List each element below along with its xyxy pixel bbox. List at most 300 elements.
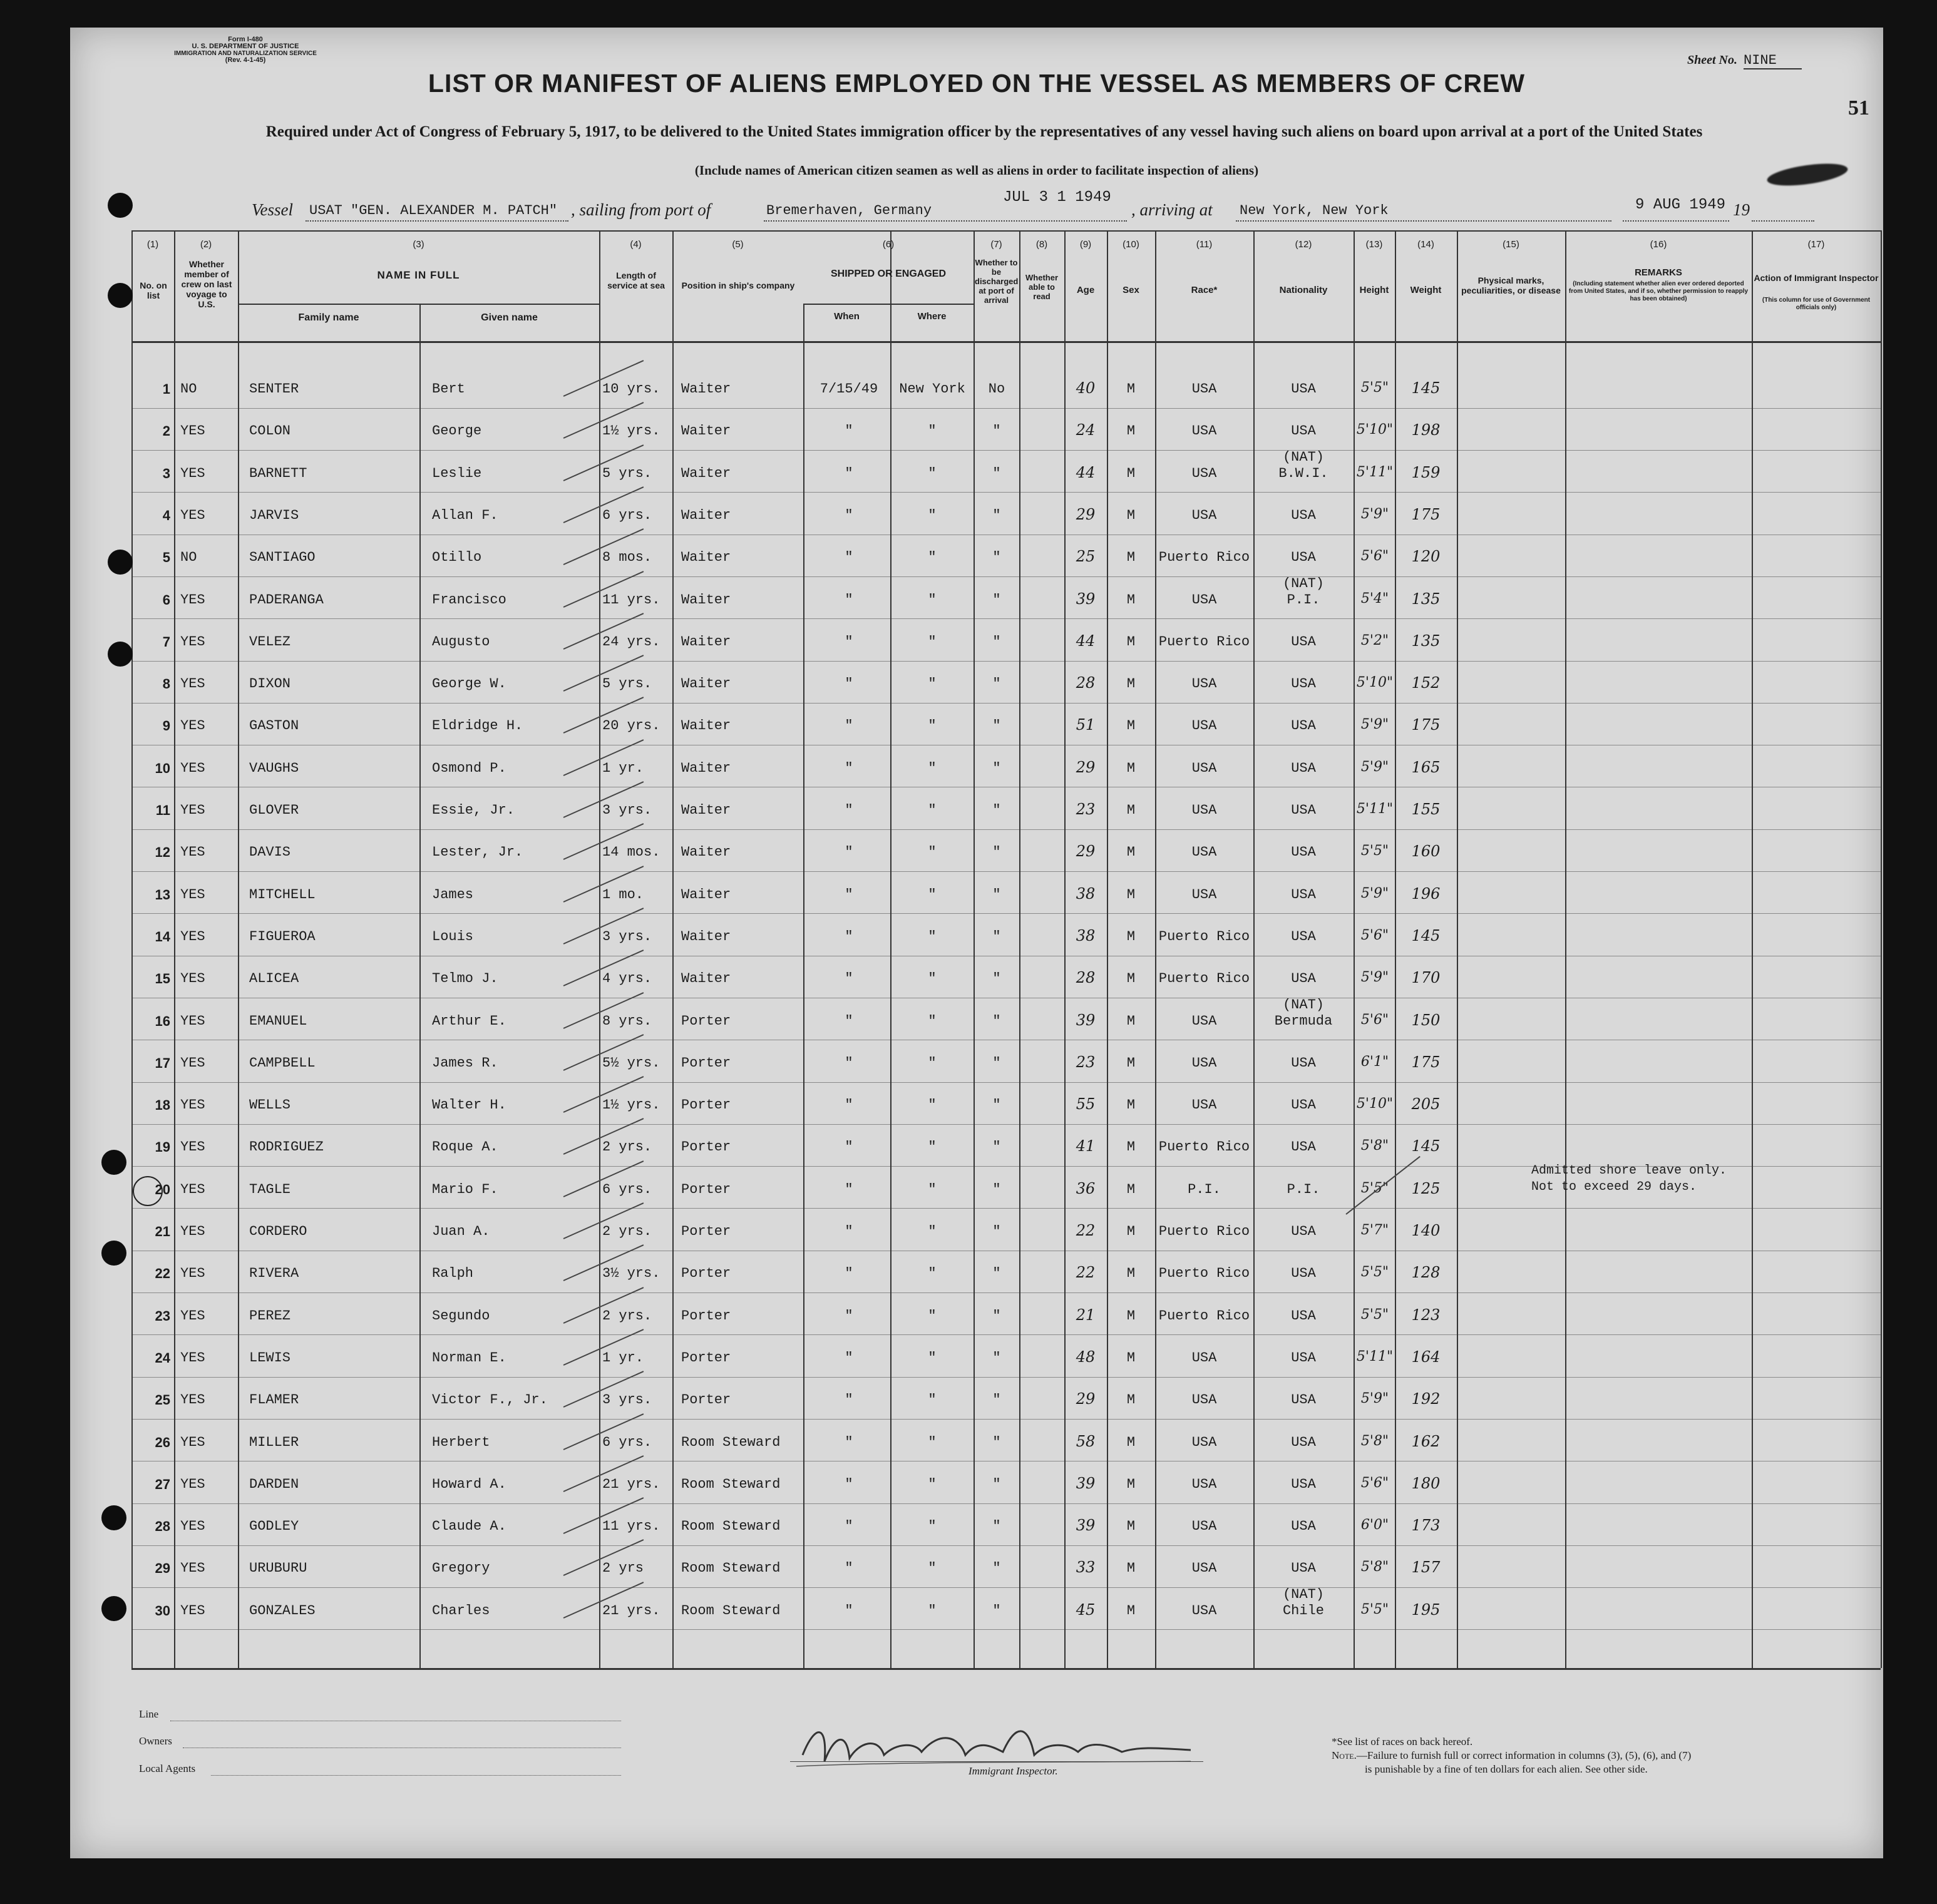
arriving-port: New York, New York (1240, 203, 1389, 218)
punch-hole (108, 550, 133, 575)
service-length: 1½ yrs. (602, 1097, 660, 1113)
service-length: 5½ yrs. (602, 1055, 660, 1071)
shipped-when: " (845, 465, 853, 481)
family-name: DIXON (249, 676, 291, 692)
weight-value: 145 (1411, 379, 1441, 397)
last-voyage-value: YES (180, 718, 205, 734)
shipped-where: " (928, 1602, 937, 1619)
ship-position: Room Steward (681, 1518, 781, 1535)
manifest-sheet (70, 28, 1883, 1858)
discharge-value: " (992, 971, 1001, 987)
shipped-when: " (845, 1013, 853, 1029)
sheet-number (1687, 53, 1802, 68)
race-value: USA (1191, 1055, 1217, 1071)
shipped-when: " (845, 1224, 853, 1239)
family-name: DARDEN (249, 1476, 299, 1492)
race-value: P.I. (1188, 1181, 1221, 1197)
family-name: GASTON (249, 718, 299, 734)
column-header-c2: Whether member of crew on last voyage to U.S. (181, 259, 232, 309)
column-header-c14: Weight (1410, 285, 1442, 295)
discharge-value: " (992, 1181, 1001, 1197)
service-length: 3 yrs. (602, 1392, 652, 1408)
service-length: 2 yrs (602, 1560, 644, 1577)
last-voyage-value: YES (180, 507, 205, 523)
service-length: 20 yrs. (602, 718, 660, 734)
last-voyage-value: YES (180, 1266, 205, 1282)
ship-position: Porter (681, 1181, 731, 1197)
shipped-when: " (845, 1097, 853, 1113)
age-value: 22 (1076, 1222, 1096, 1239)
column-header-c6: SHIPPED OR ENGAGED (830, 269, 947, 279)
race-value: USA (1191, 760, 1217, 776)
ship-position: Room Steward (681, 1602, 781, 1619)
service-length: 1½ yrs. (602, 423, 660, 439)
service-length: 10 yrs. (602, 381, 660, 397)
nationality-value: B.W.I. (1278, 465, 1328, 481)
given-name: Herbert (432, 1434, 490, 1450)
column-number: (9) (1079, 239, 1092, 250)
discharge-value: " (992, 1602, 1001, 1619)
ship-position: Waiter (681, 465, 731, 481)
shipped-when: " (845, 1476, 853, 1492)
last-voyage-value: YES (180, 1055, 205, 1071)
shipped-when: " (845, 591, 853, 608)
age-value: 45 (1076, 1600, 1096, 1619)
page-number: 51 (1848, 96, 1869, 120)
weight-value: 145 (1411, 926, 1441, 944)
nationality-note: (NAT) (1282, 1586, 1324, 1602)
height-value: 5'6" (1360, 1475, 1389, 1491)
sex-value: M (1126, 1476, 1136, 1492)
race-value: USA (1191, 886, 1217, 903)
discharge-value: " (992, 1055, 1001, 1071)
age-value: 38 (1076, 926, 1096, 944)
row-number: 18 (155, 1097, 170, 1113)
shipped-where: New York (899, 381, 965, 397)
shipped-where: " (928, 1392, 937, 1408)
shipped-where: " (928, 1560, 937, 1577)
row-number: 28 (155, 1518, 170, 1535)
height-value: 5'5" (1360, 843, 1389, 859)
weight-value: 135 (1411, 590, 1441, 608)
discharge-value: " (992, 802, 1001, 818)
weight-value: 135 (1411, 632, 1441, 650)
shipped-when: 7/15/49 (820, 381, 878, 397)
given-name: Allan F. (432, 507, 498, 523)
weight-value: 150 (1411, 1011, 1441, 1029)
page-title: LIST OR MANIFEST OF ALIENS EMPLOYED ON THE VESSEL AS MEMBERS OF CREW (428, 69, 1526, 98)
sex-value: M (1126, 718, 1136, 734)
ship-position: Porter (681, 1013, 731, 1029)
given-name: Claude A. (432, 1518, 506, 1535)
column-number: (4) (630, 239, 642, 250)
discharge-value: " (992, 1224, 1001, 1239)
race-value: Puerto Rico (1158, 971, 1250, 987)
shipped-where: " (928, 465, 937, 481)
given-name: Roque A. (432, 1139, 498, 1155)
height-value: 5'11" (1356, 801, 1394, 817)
nationality-value: USA (1291, 1224, 1316, 1239)
given-name: Eldridge H. (432, 718, 523, 734)
given-name: Francisco (432, 591, 506, 608)
shipped-where: " (928, 1518, 937, 1535)
shipped-when: " (845, 1139, 853, 1155)
age-value: 28 (1076, 674, 1096, 692)
column-number: (15) (1503, 239, 1519, 250)
last-voyage-value: YES (180, 1139, 205, 1155)
service-length: 21 yrs. (602, 1476, 660, 1492)
shipped-where: " (928, 550, 937, 566)
column-header-c16: REMARKS (1635, 267, 1682, 278)
service-length: 11 yrs. (602, 591, 660, 608)
service-name: IMMIGRATION AND NATURALIZATION SERVICE (174, 50, 317, 57)
last-voyage-value: YES (180, 760, 205, 776)
arriving-label: , arriving at (1131, 200, 1213, 219)
punch-hole (101, 1241, 126, 1266)
given-name: Telmo J. (432, 971, 498, 987)
service-length: 8 yrs. (602, 1013, 652, 1029)
row-number: 27 (155, 1476, 170, 1492)
race-value: USA (1191, 844, 1217, 861)
last-voyage-value: YES (180, 1392, 205, 1408)
shipped-where: " (928, 676, 937, 692)
sex-value: M (1126, 1349, 1136, 1366)
row-number: 30 (155, 1602, 170, 1619)
height-value: 5'5" (1360, 1264, 1389, 1281)
given-name: George W. (432, 676, 506, 692)
family-name: EMANUEL (249, 1013, 307, 1029)
age-value: 39 (1076, 1517, 1096, 1535)
ship-position: Waiter (681, 633, 731, 650)
discharge-value: " (992, 633, 1001, 650)
ship-position: Room Steward (681, 1434, 781, 1450)
given-name: Lester, Jr. (432, 844, 523, 861)
weight-value: 173 (1411, 1517, 1441, 1535)
shipped-where: " (928, 844, 937, 861)
age-value: 25 (1076, 548, 1096, 566)
row-number: 24 (155, 1349, 170, 1366)
sailing-date-stamp: JUL 3 1 1949 (1003, 189, 1111, 206)
sailing-port: Bremerhaven, Germany (766, 203, 932, 218)
height-value: 5'9" (1360, 506, 1389, 522)
family-name: DAVIS (249, 844, 291, 861)
height-value: 5'9" (1360, 1391, 1389, 1407)
sex-value: M (1126, 676, 1136, 692)
shipped-when: " (845, 1308, 853, 1324)
ship-position: Waiter (681, 381, 731, 397)
column-number: (2) (200, 239, 212, 250)
column-header-c3b: Given name (481, 312, 538, 323)
nationality-value: USA (1291, 1560, 1316, 1577)
weight-value: 155 (1411, 801, 1441, 818)
race-value: USA (1191, 465, 1217, 481)
column-number: (6) (882, 239, 895, 250)
row-circle-mark (133, 1176, 163, 1206)
shipped-where: " (928, 1139, 937, 1155)
family-name: BARNETT (249, 465, 307, 481)
height-value: 5'7" (1360, 1222, 1389, 1238)
age-value: 51 (1076, 716, 1096, 734)
race-value: USA (1191, 1476, 1217, 1492)
service-length: 21 yrs. (602, 1602, 660, 1619)
shipped-where: " (928, 1308, 937, 1324)
row-number: 26 (155, 1434, 170, 1450)
column-header-c6a: When (834, 311, 860, 322)
given-name: George (432, 423, 482, 439)
last-voyage-value: YES (180, 591, 205, 608)
age-value: 38 (1076, 884, 1096, 903)
last-voyage-value: YES (180, 1013, 205, 1029)
row-number: 21 (155, 1224, 170, 1239)
shipped-when: " (845, 886, 853, 903)
column-header-c3a: Family name (298, 312, 359, 323)
age-value: 39 (1076, 1474, 1096, 1492)
family-name: SENTER (249, 381, 299, 397)
family-name: LEWIS (249, 1349, 291, 1366)
column-number: (17) (1807, 239, 1825, 250)
shipped-when: " (845, 1602, 853, 1619)
column-number: (12) (1295, 239, 1312, 250)
height-value: 5'9" (1360, 885, 1389, 901)
discharge-value: " (992, 1349, 1001, 1366)
nationality-value: USA (1291, 381, 1316, 397)
column-header-c13: Height (1359, 285, 1389, 295)
service-length: 3½ yrs. (602, 1266, 660, 1282)
nationality-value: USA (1291, 1392, 1316, 1408)
family-name: GLOVER (249, 802, 299, 818)
race-value: USA (1191, 1434, 1217, 1450)
age-value: 44 (1076, 632, 1096, 650)
weight-value: 175 (1411, 1053, 1441, 1071)
shipped-when: " (845, 423, 853, 439)
column-header-c3: NAME IN FULL (377, 269, 460, 281)
punch-hole (108, 642, 133, 667)
service-length: 1 yr. (602, 760, 644, 776)
nationality-value: USA (1291, 1476, 1316, 1492)
row-number: 23 (155, 1308, 170, 1324)
service-length: 6 yrs. (602, 1434, 652, 1450)
weight-value: 170 (1411, 969, 1441, 987)
height-value: 5'9" (1360, 717, 1389, 733)
discharge-value: " (992, 1518, 1001, 1535)
height-value: 5'4" (1360, 590, 1389, 607)
height-value: 5'6" (1360, 548, 1389, 565)
nationality-value: USA (1291, 676, 1316, 692)
discharge-value: " (992, 1139, 1001, 1155)
nationality-value: P.I. (1287, 1181, 1320, 1197)
shipped-when: " (845, 718, 853, 734)
note-label: Note. (1332, 1749, 1357, 1761)
discharge-value: " (992, 886, 1001, 903)
ship-position: Waiter (681, 423, 731, 439)
race-value: USA (1191, 802, 1217, 818)
weight-value: 196 (1411, 884, 1441, 903)
race-value: Puerto Rico (1158, 1224, 1250, 1239)
shipped-when: " (845, 1560, 853, 1577)
sex-value: M (1126, 1518, 1136, 1535)
ship-position: Porter (681, 1224, 731, 1239)
service-length: 1 mo. (602, 886, 644, 903)
service-length: 3 yrs. (602, 802, 652, 818)
ship-position: Waiter (681, 971, 731, 987)
last-voyage-value: YES (180, 1560, 205, 1577)
nationality-value: USA (1291, 928, 1316, 944)
sheet-value: NINE (1744, 53, 1802, 69)
form-identifier (126, 36, 364, 64)
height-value: 5'8" (1360, 1559, 1389, 1575)
ship-position: Porter (681, 1097, 731, 1113)
sex-value: M (1126, 550, 1136, 566)
sex-value: M (1126, 760, 1136, 776)
height-value: 5'9" (1360, 970, 1389, 986)
row-number: 3 (162, 465, 170, 481)
penalty-note-2: is punishable by a fine of ten dollars for each alien. See other side. (1365, 1763, 1648, 1775)
nationality-value: P.I. (1287, 591, 1320, 608)
ship-position: Waiter (681, 550, 731, 566)
column-number: (10) (1123, 239, 1139, 250)
height-value: 6'0" (1360, 1517, 1389, 1533)
service-length: 6 yrs. (602, 507, 652, 523)
ship-position: Porter (681, 1139, 731, 1155)
family-name: URUBURU (249, 1560, 307, 1577)
sex-value: M (1126, 507, 1136, 523)
service-length: 4 yrs. (602, 971, 652, 987)
age-value: 33 (1076, 1559, 1096, 1577)
given-name: Gregory (432, 1560, 490, 1577)
weight-value: 164 (1411, 1348, 1441, 1366)
shipped-when: " (845, 1055, 853, 1071)
shipped-where: " (928, 423, 937, 439)
note-text-1: —Failure to furnish full or correct information in columns (3), (5), (6), and (7) (1356, 1749, 1692, 1761)
shipped-when: " (845, 507, 853, 523)
given-name: James (432, 886, 474, 903)
column-number: (16) (1650, 239, 1667, 250)
last-voyage-value: NO (180, 550, 197, 566)
sex-value: M (1126, 465, 1136, 481)
shipped-when: " (845, 1518, 853, 1535)
punch-hole (108, 283, 133, 308)
nationality-value: USA (1291, 1518, 1316, 1535)
sex-value: M (1126, 381, 1136, 397)
race-value: USA (1191, 381, 1217, 397)
race-value: USA (1191, 1392, 1217, 1408)
service-length: 2 yrs. (602, 1308, 652, 1324)
row-number: 19 (155, 1139, 170, 1155)
page-subtitle: Required under Act of Congress of February 5, 1917, to be delivered to the United States immigration officer by the representatives of any vessel having such aliens on board upon arrival at a port of the United States (265, 123, 1703, 140)
last-voyage-value: YES (180, 465, 205, 481)
age-value: 23 (1076, 1053, 1096, 1071)
family-name: VAUGHS (249, 760, 299, 776)
punch-hole (108, 193, 133, 218)
column-header-c10: Sex (1123, 285, 1139, 295)
given-name: Segundo (432, 1308, 490, 1324)
row-number: 20 (155, 1181, 170, 1197)
nationality-note: (NAT) (1282, 575, 1324, 591)
sex-value: M (1126, 1181, 1136, 1197)
ship-position: Waiter (681, 886, 731, 903)
age-value: 28 (1076, 969, 1096, 987)
ship-position: Porter (681, 1308, 731, 1324)
row-number: 29 (155, 1560, 170, 1577)
discharge-value: " (992, 1266, 1001, 1282)
race-value: USA (1191, 507, 1217, 523)
age-value: 41 (1076, 1137, 1096, 1155)
nationality-value: Bermuda (1274, 1013, 1333, 1029)
age-value: 24 (1076, 421, 1096, 439)
sex-value: M (1126, 591, 1136, 608)
weight-value: 198 (1411, 421, 1441, 439)
row-number: 16 (155, 1013, 170, 1029)
sex-value: M (1126, 423, 1136, 439)
race-value: USA (1191, 591, 1217, 608)
shipped-where: " (928, 886, 937, 903)
last-voyage-value: YES (180, 1181, 205, 1197)
race-value: USA (1191, 1560, 1217, 1577)
shipped-where: " (928, 1349, 937, 1366)
column-number: (1) (146, 239, 159, 250)
shipped-where: " (928, 1476, 937, 1492)
height-value: 5'6" (1360, 1011, 1389, 1028)
last-voyage-value: YES (180, 1518, 205, 1535)
row-number: 5 (162, 550, 170, 566)
shipped-where: " (928, 718, 937, 734)
column-number: (13) (1365, 239, 1383, 250)
nationality-value: USA (1291, 1266, 1316, 1282)
weight-value: 162 (1411, 1432, 1441, 1450)
nationality-value: USA (1291, 1139, 1316, 1155)
height-value: 5'9" (1360, 759, 1389, 775)
row-number: 25 (155, 1392, 170, 1408)
height-value: 5'11" (1356, 1348, 1394, 1364)
service-length: 5 yrs. (602, 465, 652, 481)
family-name: SANTIAGO (249, 550, 316, 566)
sex-value: M (1126, 1224, 1136, 1239)
discharge-value: " (992, 591, 1001, 608)
given-name: Ralph (432, 1266, 474, 1282)
last-voyage-value: YES (180, 1349, 205, 1366)
nationality-value: USA (1291, 1097, 1316, 1113)
age-value: 40 (1076, 379, 1096, 397)
family-name: JARVIS (249, 507, 299, 523)
column-header-c17sub: (This column for use of Government officials only) (1762, 297, 1871, 311)
shipped-when: " (845, 971, 853, 987)
service-length: 6 yrs. (602, 1181, 652, 1197)
footer-owners-label: Owners (139, 1735, 172, 1747)
shipped-where: " (928, 1224, 937, 1239)
age-value: 29 (1076, 842, 1096, 861)
height-value: 6'1" (1360, 1053, 1389, 1070)
discharge-value: " (992, 1392, 1001, 1408)
column-header-c9: Age (1076, 285, 1095, 295)
row-number: 8 (162, 676, 170, 692)
column-header-c11: Race* (1191, 285, 1218, 295)
given-name: Essie, Jr. (432, 802, 515, 818)
shipped-when: " (845, 1266, 853, 1282)
sex-value: M (1126, 1266, 1136, 1282)
nationality-value: USA (1291, 1349, 1316, 1366)
form-number: Form I-480 (228, 36, 263, 43)
row-number: 9 (162, 718, 170, 734)
column-header-c8: Whether able to read (1025, 273, 1058, 301)
shipped-where: " (928, 802, 937, 818)
ship-position: Waiter (681, 802, 731, 818)
sex-value: M (1126, 633, 1136, 650)
penalty-note (1332, 1749, 1691, 1763)
given-name: Otillo (432, 550, 482, 566)
service-length: 8 mos. (602, 550, 652, 566)
given-name: Leslie (432, 465, 482, 481)
row-number: 6 (162, 591, 170, 608)
